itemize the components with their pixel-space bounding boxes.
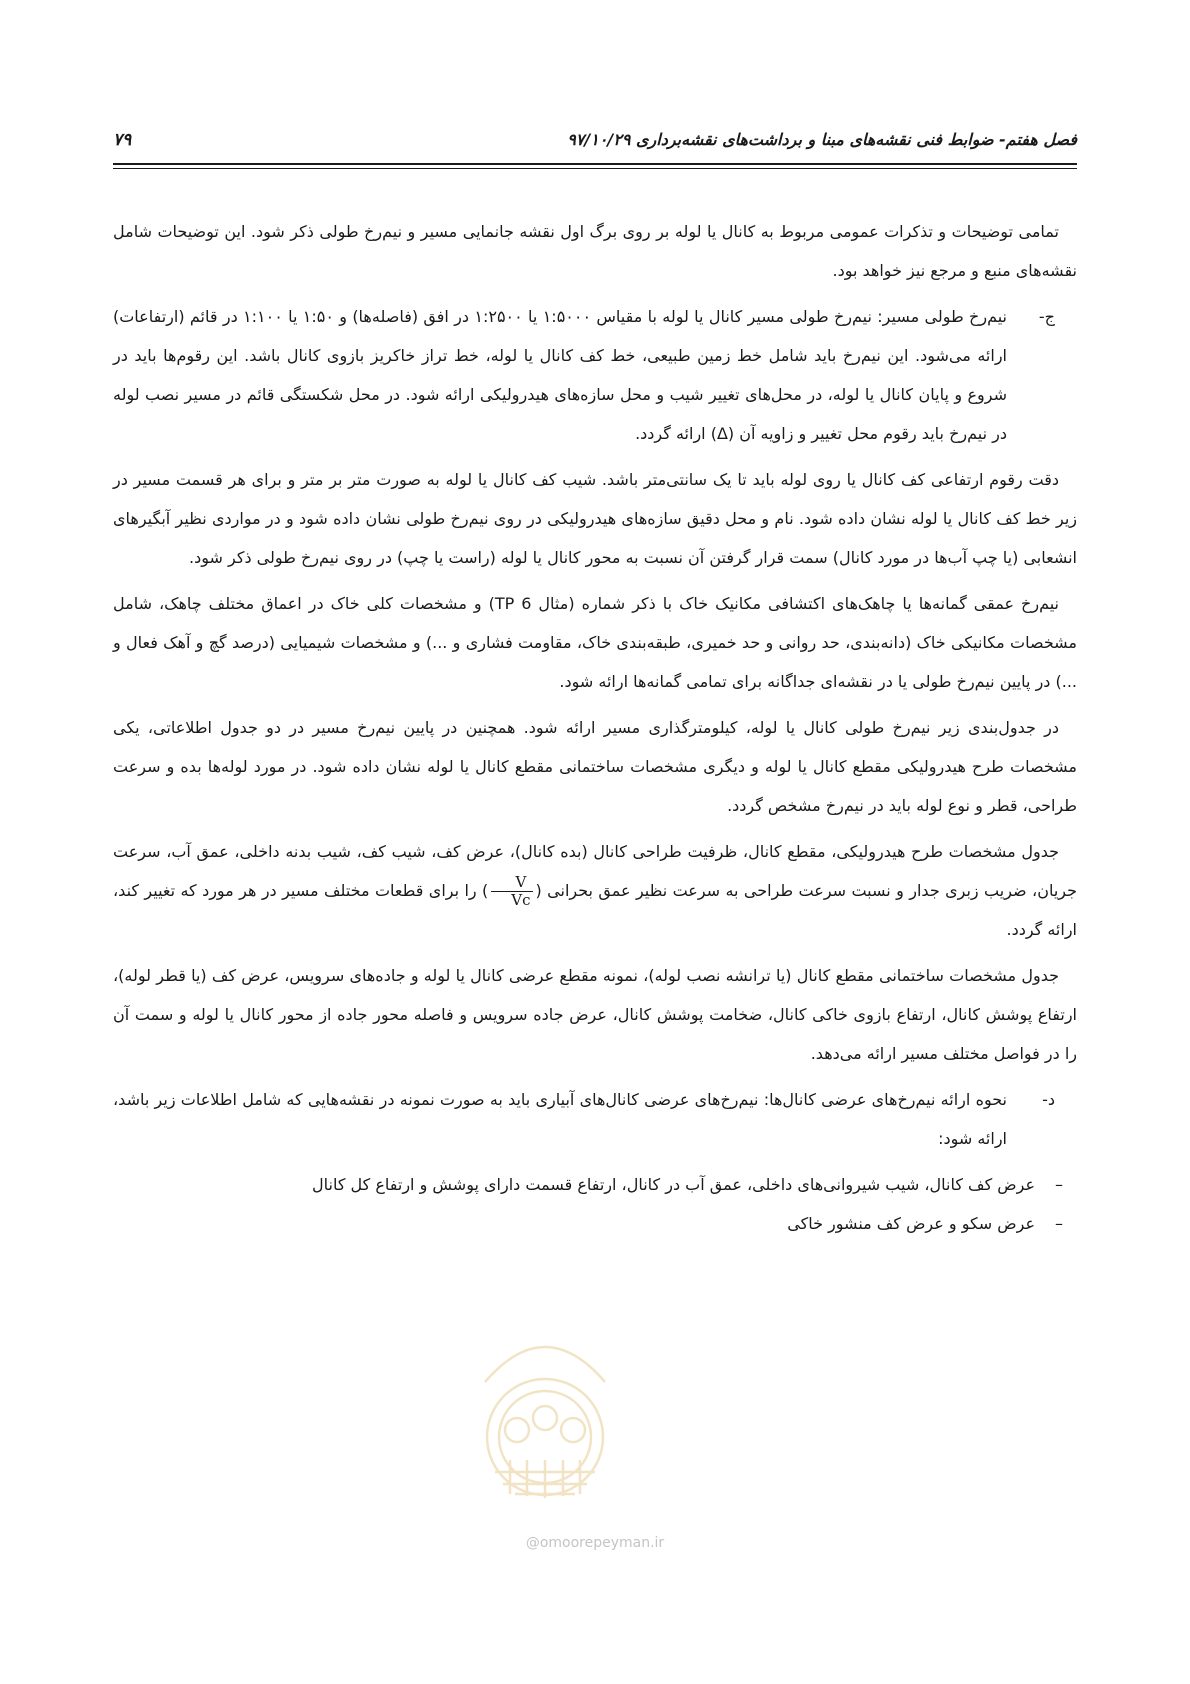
- header-rule: [113, 163, 1077, 169]
- paragraph-elevation-accuracy: دقت رقوم ارتفاعی کف کانال یا روی لوله باید تا یک سانتی‌متر باشد. شیب کف کانال یا لوله به صورت متر بر متر و برای هر قسمت مسیر در زیر خط کف کانال یا لوله نشان داده شود. نام و محل دقیق سازه‌های هیدرولیکی در روی نیم‌رخ طولی نشان داده شود و در مواردی نظیر آبگیرهای انشعابی (یا چپ آب‌ها در مورد کانال) سمت قرار گرفتن آن نسبت به محور کانال یا لوله (راست یا چپ) در روی نیم‌رخ طولی ذکر شود.: [113, 470, 1077, 567]
- list-marker: د-: [1042, 1090, 1055, 1109]
- dash-item-channel-dimensions: [113, 1165, 1077, 1204]
- paragraph-general-notes: تمامی توضیحات و تذکرات عمومی مربوط به کانال یا لوله بر روی برگ اول نقشه جانمایی مسیر و نیم‌رخ طولی ذکر شود. این توضیحات شامل نقشه‌های منبع و مرجع نیز خواهد بود.: [113, 222, 1077, 280]
- dash-item-text: عرض کف کانال، شیب شیروانی‌های داخلی، عمق آب در کانال، ارتفاع قسمت دارای پوشش و ارتفاع کل کانال: [312, 1175, 1035, 1194]
- dash-item-berm-width: [113, 1204, 1077, 1243]
- fraction-numerator: V: [491, 874, 532, 892]
- dash-marker: –: [1055, 1214, 1063, 1233]
- list-item-longitudinal-profile: [113, 297, 1077, 453]
- paragraph-boreholes: نیم‌رخ عمقی گمانه‌ها یا چاهک‌های اکتشافی مکانیک خاک با ذکر شماره (مثال TP 6) و مشخصات کلی خاک در اعماق مختلف چاهک، شامل مشخصات مکانیکی خاک (دانه‌بندی، حد روانی و حد خمیری، طبقه‌بندی خاک، مقاومت فشاری و ...) و مشخصات شیمیایی (درصد گچ و آهک فعال و ...) در پایین نیم‌رخ طولی یا در نقشه‌ای جداگانه برای تمامی گمانه‌ها ارائه شود.: [113, 594, 1077, 691]
- paragraph-text: جدول مشخصات طرح هیدرولیکی، مقطع کانال، ظرفیت طراحی کانال (بده کانال)، عرض کف، شیب کف، شیب بدنه داخلی، عمق آب، سرعت جریان، ضریب زبری جدار و نسبت سرعت طراحی به سرعت نظیر عمق بحرانی (: [113, 842, 1077, 900]
- paragraph-structural-table: جدول مشخصات ساختمانی مقطع کانال (یا ترانشه نصب لوله)، نمونه مقطع عرضی کانال یا لوله و جاده‌های سرویس، عرض کف (یا قطر لوله)، ارتفاع پوشش کانال، ارتفاع بازوی خاکی کانال، ضخامت پوشش کانال، عرض جاده سرویس و فاصله محور جاده از محور کانال یا لوله و سمت آن را در فواصل مختلف مسیر ارائه می‌دهد.: [113, 966, 1077, 1063]
- list-item-text: نحوه ارائه نیم‌رخ‌های عرضی کانال‌ها: نیم‌رخ‌های عرضی کانال‌های آبیاری باید به صورت نمونه در نقشه‌هایی که شامل اطلاعات زیر باشد، ارائه شود:: [113, 1090, 1007, 1148]
- list-item-text: نیم‌رخ طولی مسیر: نیم‌رخ طولی مسیر کانال یا لوله با مقیاس ۱:۵۰۰۰ یا ۱:۲۵۰۰ در افق (فاصله‌ها) و ۱:۵۰ یا ۱:۱۰۰ در قائم (ارتفاعات) ارائه می‌شود. این نیم‌رخ باید شامل خط زمین طبیعی، خط کف کانال یا لوله، خط تراز خاکریز بازوی کانال باشد. این رقوم‌ها باید در شروع و پایان کانال یا لوله، در محل‌های تغییر شیب و محل سازه‌های هیدرولیکی ارائه شود. در محل شکستگی قائم در مسیر نصب لوله در نیم‌رخ باید رقوم محل تغییر و زاویه آن (Δ) ارائه گردد.: [113, 307, 1008, 443]
- velocity-ratio-fraction: [491, 874, 532, 909]
- page-header: [113, 130, 1077, 156]
- header-title: فصل هفتم- ضوابط فنی نقشه‌های مبنا و برداشت‌های نقشه‌برداری ۹۷/۱۰/۲۹: [567, 130, 1077, 149]
- body-text: [113, 212, 1077, 1243]
- page-number: ۷۹: [113, 130, 132, 150]
- paragraph-text: ) را برای قطعات مختلف مسیر در هر مورد که تغییر کند، ارائه گردد.: [113, 881, 1077, 939]
- paragraph-tables: در جدول‌بندی زیر نیم‌رخ طولی کانال یا لوله، کیلومترگذاری مسیر ارائه شود. همچنین در پایین نیم‌رخ مسیر در دو جدول اطلاعاتی، یکی مشخصات طرح هیدرولیکی مقطع کانال یا لوله و دیگری مشخصات ساختمانی مقطع کانال یا لوله نشان داده شود. در مورد لوله‌ها بده و سرعت طراحی، قطر و نوع لوله باید در نیم‌رخ مشخص گردد.: [113, 718, 1077, 815]
- watermark-seal-icon: [465, 1322, 625, 1512]
- list-item-cross-sections: [113, 1080, 1077, 1158]
- watermark-site-text: @omoorepeyman.ir: [525, 1535, 665, 1551]
- fraction-denominator: Vc: [511, 891, 531, 909]
- list-marker: ج-: [1038, 307, 1055, 326]
- dash-item-text: عرض سکو و عرض کف منشور خاکی: [787, 1214, 1035, 1233]
- paragraph-hydraulic-table: [113, 832, 1077, 949]
- dash-marker: –: [1055, 1175, 1063, 1194]
